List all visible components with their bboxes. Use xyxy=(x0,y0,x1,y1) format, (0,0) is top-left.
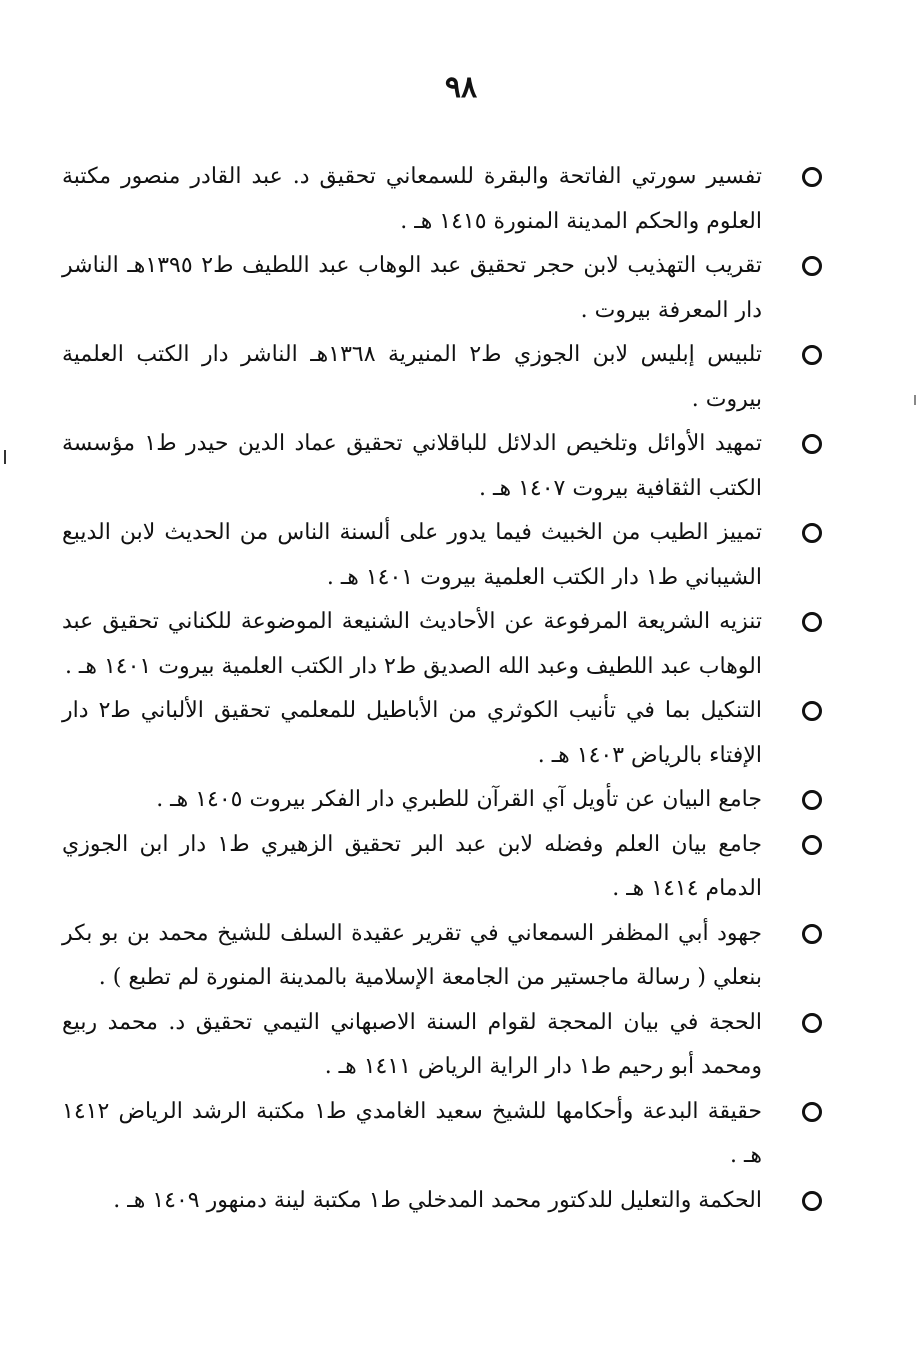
scan-edge-mark xyxy=(4,450,6,464)
entry-text: جامع البيان عن تأويل آي القرآن للطبري دار الفكر بيروت ١٤٠٥ هـ . xyxy=(156,787,762,812)
bibliography-list xyxy=(62,155,822,1223)
bibliography-entry xyxy=(62,689,822,778)
entry-text: حقيقة البدعة وأحكامها للشيخ سعيد الغامدي ط١ مكتبة الرشد الرياض ١٤١٢ هـ . xyxy=(62,1098,762,1168)
scan-edge-mark xyxy=(914,395,916,405)
bibliography-entry xyxy=(62,823,822,912)
circle-bullet-icon xyxy=(802,256,822,276)
entry-text: تلبيس إبليس لابن الجوزي ط٢ المنيرية ١٣٦٨هـ الناشر دار الكتب العلمية بيروت . xyxy=(62,342,762,412)
circle-bullet-icon xyxy=(802,1013,822,1033)
bibliography-entry xyxy=(62,511,822,600)
bibliography-entry xyxy=(62,600,822,689)
entry-text: جامع بيان العلم وفضله لابن عبد البر تحقيق الزهيري ط١ دار ابن الجوزي الدمام ١٤١٤ هـ . xyxy=(62,831,762,901)
bibliography-entry xyxy=(62,912,822,1001)
entry-text: الحكمة والتعليل للدكتور محمد المدخلي ط١ مكتبة لينة دمنهور ١٤٠٩ هـ . xyxy=(113,1187,762,1213)
circle-bullet-icon xyxy=(802,434,822,454)
bibliography-entry xyxy=(62,778,822,823)
entry-text: تقريب التهذيب لابن حجر تحقيق عبد الوهاب عبد اللطيف ط٢ ١٣٩٥هـ الناشر دار المعرفة بيروت . xyxy=(62,253,762,323)
circle-bullet-icon xyxy=(802,167,822,187)
circle-bullet-icon xyxy=(802,701,822,721)
bibliography-entry xyxy=(62,155,822,244)
bibliography-entry xyxy=(62,333,822,422)
entry-text: تفسير سورتي الفاتحة والبقرة للسمعاني تحقيق د. عبد القادر منصور مكتبة العلوم والحكم المدينة المنورة ١٤١٥ هـ . xyxy=(62,164,762,234)
entry-text: تمييز الطيب من الخبيث فيما يدور على ألسنة الناس من الحديث لابن الديبع الشيباني ط١ دار الكتب العلمية بيروت ١٤٠١ هـ . xyxy=(62,520,762,590)
entry-text: تمهيد الأوائل وتلخيص الدلائل للباقلاني تحقيق عماد الدين حيدر ط١ مؤسسة الكتب الثقافية بيروت ١٤٠٧ هـ . xyxy=(62,431,763,501)
entry-text: جهود أبي المظفر السمعاني في تقرير عقيدة السلف للشيخ محمد بن بو بكر بنعلي ( رسالة ماجستير من الجامعة الإسلامية بالمدينة المنورة لم تطبع ) . xyxy=(62,920,762,990)
circle-bullet-icon xyxy=(802,1191,822,1211)
bibliography-entry xyxy=(62,244,822,333)
bibliography-entry xyxy=(62,1001,822,1090)
page-number: ٩٨ xyxy=(444,70,478,105)
circle-bullet-icon xyxy=(802,1102,822,1122)
circle-bullet-icon xyxy=(802,924,822,944)
entry-text: تنزيه الشريعة المرفوعة عن الأحاديث الشنيعة الموضوعة للكناني تحقيق عبد الوهاب عبد اللطيف وعبد الله الصديق ط٢ دار الكتب العلمية بيروت ١٤٠١ هـ . xyxy=(62,609,762,679)
bibliography-entry xyxy=(62,1090,822,1179)
circle-bullet-icon xyxy=(802,345,822,365)
entry-text: التنكيل بما في تأنيب الكوثري من الأباطيل للمعلمي تحقيق الألباني ط٢ دار الإفتاء بالرياض ١٤٠٣ هـ . xyxy=(62,698,762,768)
entry-text: الحجة في بيان المحجة لقوام السنة الاصبهاني التيمي تحقيق د. محمد ربيع ومحمد أبو رحيم ط١ دار الراية الرياض ١٤١١ هـ . xyxy=(62,1009,762,1079)
circle-bullet-icon xyxy=(802,612,822,632)
bibliography-entry xyxy=(62,422,822,511)
circle-bullet-icon xyxy=(802,790,822,810)
bibliography-entry xyxy=(62,1179,822,1224)
circle-bullet-icon xyxy=(802,523,822,543)
circle-bullet-icon xyxy=(802,835,822,855)
